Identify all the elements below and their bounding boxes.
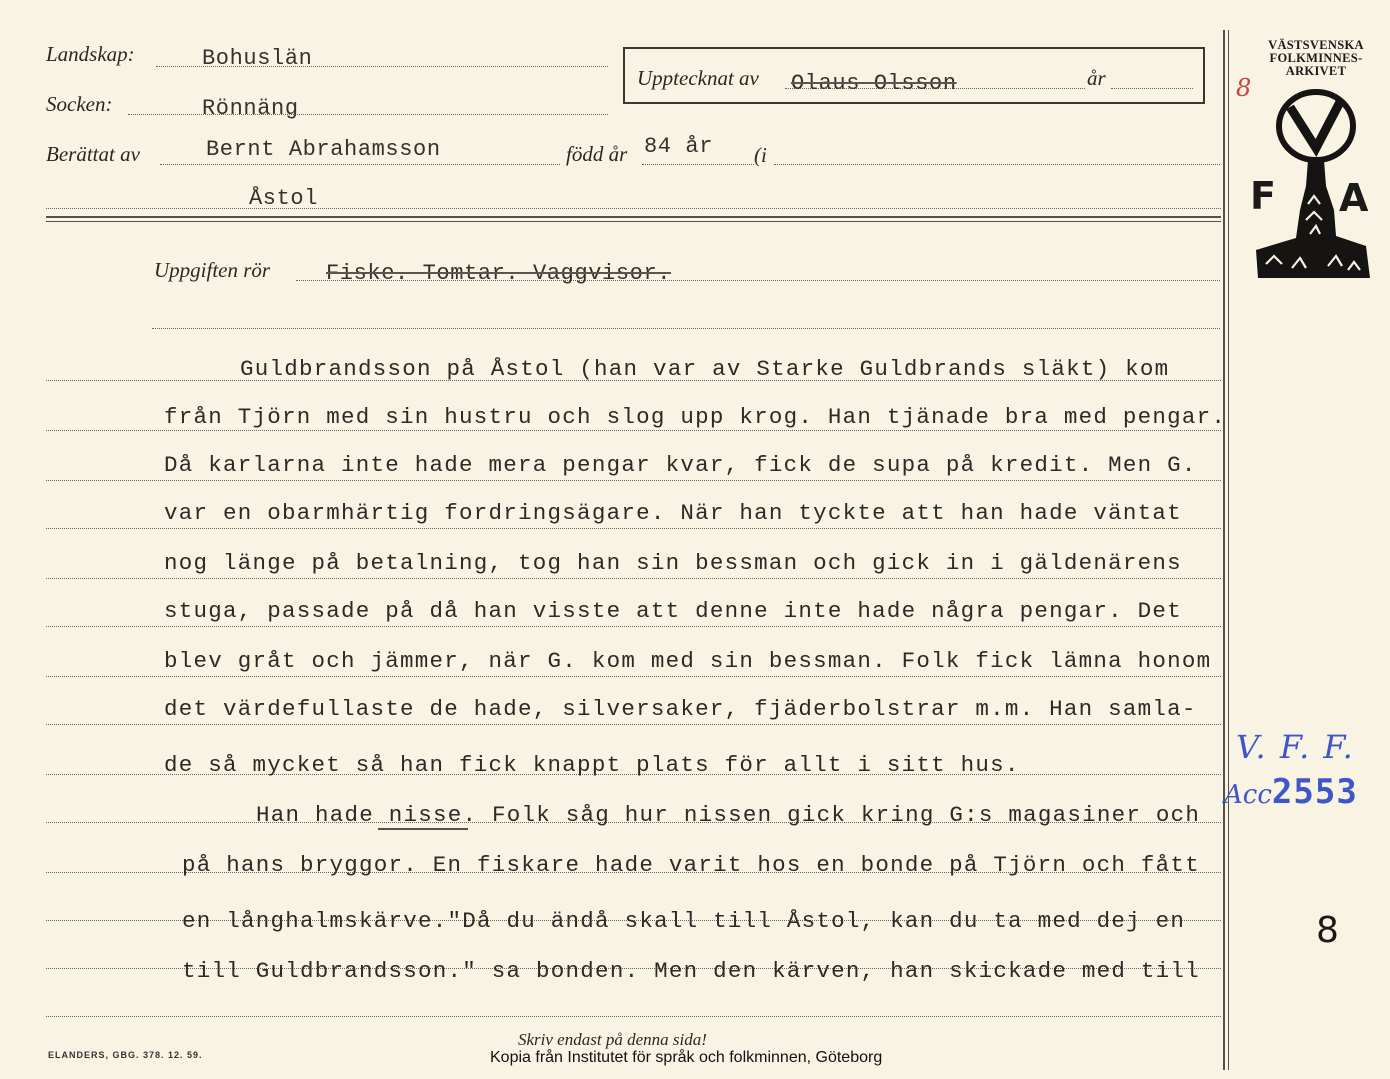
- nisse-underline: [378, 828, 468, 830]
- story-line: var en obarmhärtig fordringsägare. När han tyckte att han hade väntat: [164, 500, 1182, 526]
- copy-note: Kopia från Institutet för språk och folkminnen, Göteborg: [490, 1049, 883, 1066]
- recorder-ar-label: år: [1087, 66, 1106, 90]
- subject-label: Uppgiften rör: [154, 258, 271, 282]
- story-line: blev gråt och jämmer, när G. kom med sin bessman. Folk fick lämna honom: [164, 648, 1212, 674]
- story-line: det värdefullaste de hade, silversaker, fjäderbolstrar m.m. Han samla-: [164, 696, 1197, 722]
- recorder-ar-dotline: [1111, 88, 1193, 89]
- story-line: Då karlarna inte hade mera pengar kvar, fick de supa på kredit. Men G.: [164, 452, 1197, 478]
- ort-value: Åstol: [249, 186, 319, 211]
- acc-prefix: Acc: [1224, 780, 1272, 810]
- story-dotline: [46, 430, 1221, 431]
- header-divider-bottom: [46, 221, 1221, 222]
- ort-dotline: [46, 208, 1221, 209]
- fodd-paren: (i: [754, 143, 767, 167]
- fodd-value: 84 år: [644, 134, 714, 159]
- printer-mark: ELANDERS, GBG. 378. 12. 59.: [48, 1050, 203, 1060]
- socken-dotline: [128, 114, 608, 115]
- landskap-value: Bohuslän: [202, 46, 313, 71]
- acc-stamp: [1224, 772, 1358, 812]
- archive-name: [1252, 39, 1380, 78]
- fodd-label: född år: [566, 142, 628, 166]
- story-line: stuga, passade på då han visste att denne inte hade några pengar. Det: [164, 598, 1182, 624]
- archive-name-line-1: VÄSTSVENSKA: [1268, 38, 1364, 52]
- berattat-value: Bernt Abrahamsson: [206, 137, 441, 162]
- right-margin-rule-inner: [1228, 30, 1229, 1070]
- story-dotline: [46, 626, 1221, 627]
- right-margin-rule: [1223, 30, 1225, 1070]
- fodd-dotline: [642, 164, 754, 165]
- archive-logo: [1244, 86, 1374, 286]
- logo-letter-a: A: [1339, 176, 1369, 220]
- story-dotline: [46, 724, 1221, 725]
- landskap-label: Landskap:: [46, 42, 135, 66]
- acc-number: 2553: [1271, 772, 1358, 812]
- archive-name-line-3: ARKIVET: [1285, 64, 1347, 78]
- subject-value: Fiske. Tomtar. Vaggvisor.: [326, 261, 672, 286]
- berattat-label: Berättat av: [46, 142, 140, 166]
- story-dotline: [46, 578, 1221, 579]
- recorder-box: [623, 47, 1205, 104]
- socken-value: Rönnäng: [202, 96, 299, 121]
- story-line: Guldbrandsson på Åstol (han var av Starke Guldbrands släkt) kom: [240, 356, 1170, 382]
- footer-instruction: Skriv endast på denna sida!: [518, 1030, 707, 1049]
- berattat-dotline: [160, 164, 560, 165]
- recorder-value: Olaus Olsson: [791, 71, 957, 96]
- story-dotline: [46, 480, 1221, 481]
- story-dotline: [46, 1016, 1221, 1017]
- logo-letter-f: F: [1250, 174, 1276, 218]
- recorder-label: Upptecknat av: [637, 66, 759, 90]
- story-line: på hans bryggor. En fiskare hade varit hos en bonde på Tjörn och fått: [182, 852, 1200, 878]
- vff-stamp: V. F. F.: [1236, 728, 1355, 766]
- story-line: de så mycket så han fick knappt plats för allt i sitt hus.: [164, 752, 1020, 778]
- story-line: en långhalmskärve."Då du ändå skall till Åstol, kan du ta med dej en: [182, 908, 1186, 934]
- red-page-mark: 8: [1236, 74, 1252, 102]
- story-line: från Tjörn med sin hustru och slog upp krog. Han tjänade bra med pengar.: [164, 404, 1227, 430]
- story-line: nog länge på betalning, tog han sin bessman och gick in i gäldenärens: [164, 550, 1182, 576]
- page-number: 8: [1316, 910, 1339, 951]
- header-divider-top: [46, 216, 1221, 218]
- story-dotline: [46, 676, 1221, 677]
- subject-dotline-2: [152, 328, 1220, 329]
- story-line: Han hade nisse. Folk såg hur nissen gick kring G:s magasiner och: [256, 802, 1201, 828]
- story-dotline: [46, 528, 1221, 529]
- socken-label: Socken:: [46, 92, 113, 116]
- archive-name-line-2: FOLKMINNES-: [1269, 51, 1363, 65]
- fodd-paren-dotline: [774, 164, 1220, 165]
- story-line: till Guldbrandsson." sa bonden. Men den kärven, han skickade med till: [182, 958, 1200, 984]
